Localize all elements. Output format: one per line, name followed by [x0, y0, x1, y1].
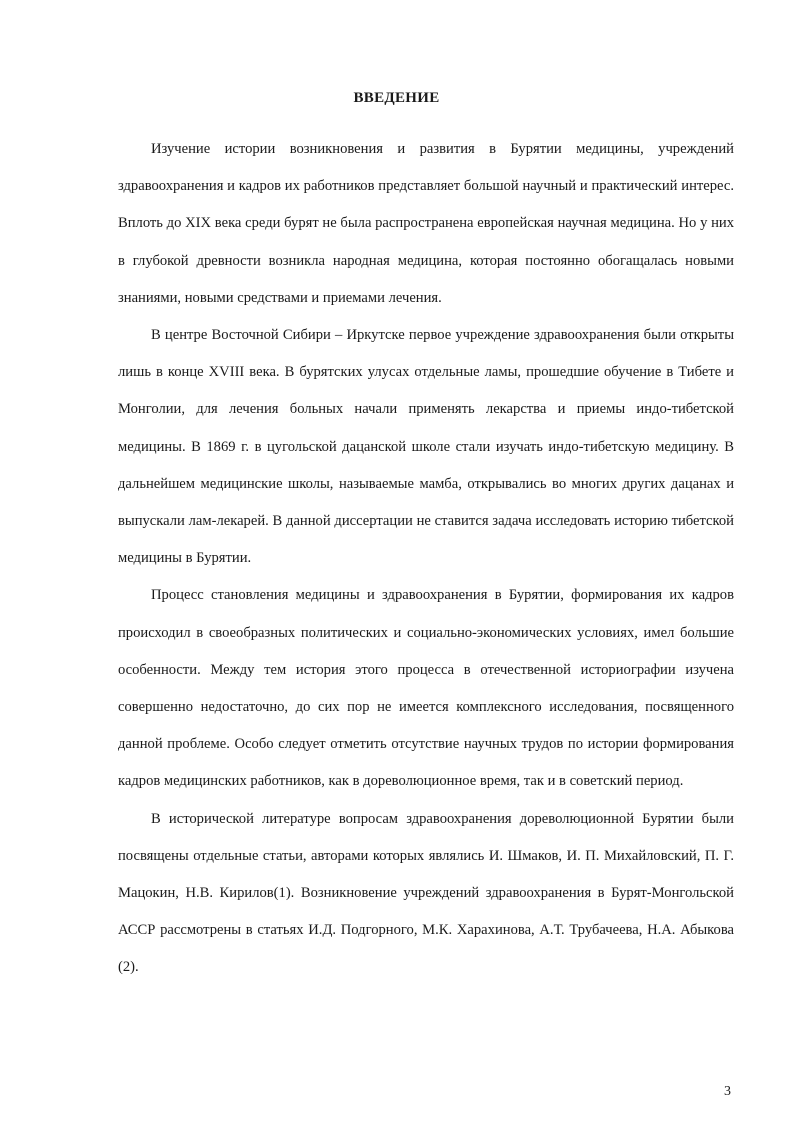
page-number: 3 [724, 1084, 731, 1099]
paragraph-3: Процесс становления медицины и здравоохранения в Бурятии, формирования их кадров происходил в своеобразных политических и социально-экономических условиях, имел большие особенности. Между тем история этого процесса в отечественной историографии изучена совершенно недостаточно, до сих пор не имеется комплексного исследования, посвященного данной проблеме. Особо следует отметить отсутствие научных трудов по истории формирования кадров медицинских работников, как в дореволюционное время, так и в советский период. [118, 587, 734, 790]
paragraph-4: В исторической литературе вопросам здравоохранения дореволюционной Бурятии были посвящены отдельные статьи, авторами которых являлись И. Шмаков, И. П. Михайловский, П. Г. Мацокин, Н.В. Кирилов(1). Возникновение учреждений здравоохранения в Бурят-Монгольской АССР рассмотрены в статьях И.Д. Подгорного, М.К. Харахинова, А.Т. Трубачеева, Н.А. Абыкова (2). [118, 810, 734, 976]
paragraph-2: В центре Восточной Сибири – Иркутске первое учреждение здравоохранения были открыты лишь в конце XVIII века. В бурятских улусах отдельные ламы, прошедшие обучение в Тибете и Монголии, для лечения больных начали применять лекарства и приемы индо-тибетской медицины. В 1869 г. в цугольской дацанской школе стали изучать индо-тибетскую медицину. В дальнейшем медицинские школы, называемые мамба, открывались во многих других дацанах и выпускали лам-лекарей. В данной диссертации не ставится задача исследовать историю тибетской медицины в Бурятии. [118, 327, 734, 567]
body-text [118, 131, 734, 987]
section-title: ВВЕДЕНИЕ [353, 90, 440, 106]
paragraph-1: Изучение истории возникновения и развития в Бурятии медицины, учреждений здравоохранения и кадров их работников представляет большой научный и практический интерес. Вплоть до XIX века среди бурят не была распространена европейская научная медицина. Но у них в глубокой древности возникла народная медицина, которая постоянно обогащалась новыми знаниями, новыми средствами и приемами лечения. [118, 141, 734, 306]
